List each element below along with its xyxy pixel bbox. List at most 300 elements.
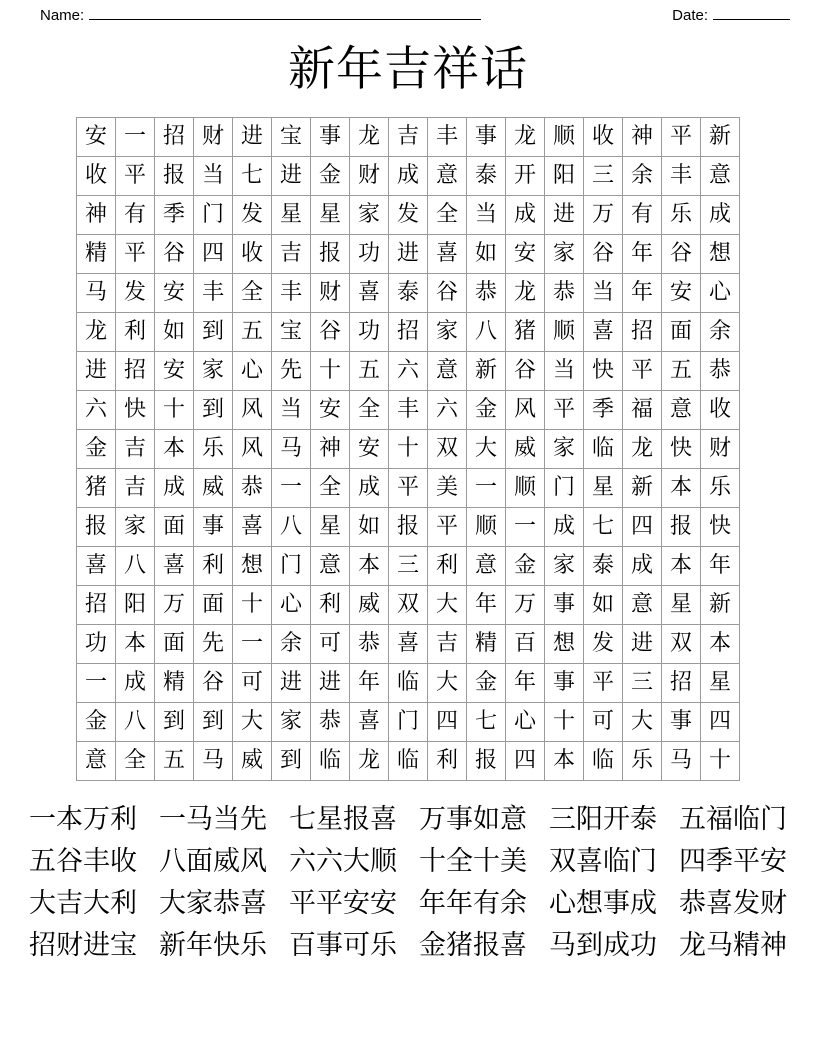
word-list-item[interactable]: 招财进宝 <box>29 930 137 961</box>
grid-cell[interactable]: 发 <box>233 196 272 235</box>
grid-cell[interactable]: 门 <box>545 469 584 508</box>
grid-cell[interactable]: 家 <box>194 352 233 391</box>
grid-cell[interactable]: 当 <box>272 391 311 430</box>
grid-cell[interactable]: 星 <box>272 196 311 235</box>
grid-cell[interactable]: 面 <box>194 586 233 625</box>
word-list-item[interactable]: 龙马精神 <box>679 930 787 961</box>
word-list-item[interactable]: 马到成功 <box>549 930 657 961</box>
grid-cell[interactable]: 心 <box>701 274 740 313</box>
word-list-item[interactable]: 五谷丰收 <box>29 846 137 877</box>
word-search-grid[interactable] <box>76 117 740 781</box>
word-list-item[interactable]: 平平安安 <box>289 888 397 919</box>
grid-cell[interactable]: 全 <box>311 469 350 508</box>
grid-cell[interactable]: 平 <box>116 157 155 196</box>
grid-cell[interactable]: 快 <box>584 352 623 391</box>
grid-cell[interactable]: 谷 <box>155 235 194 274</box>
grid-cell[interactable]: 谷 <box>311 313 350 352</box>
grid-cell[interactable]: 马 <box>272 430 311 469</box>
grid-cell[interactable]: 六 <box>77 391 116 430</box>
grid-cell[interactable]: 余 <box>701 313 740 352</box>
grid-cell[interactable]: 五 <box>662 352 701 391</box>
name-write-line[interactable] <box>89 6 481 20</box>
grid-cell[interactable]: 四 <box>701 703 740 742</box>
grid-cell[interactable]: 谷 <box>428 274 467 313</box>
grid-cell[interactable]: 当 <box>467 196 506 235</box>
grid-cell[interactable]: 威 <box>233 742 272 781</box>
grid-cell[interactable]: 报 <box>662 508 701 547</box>
word-list-item[interactable]: 八面威风 <box>159 846 267 877</box>
grid-cell[interactable]: 想 <box>701 235 740 274</box>
grid-cell[interactable]: 吉 <box>116 469 155 508</box>
grid-cell[interactable]: 大 <box>233 703 272 742</box>
grid-cell[interactable]: 临 <box>389 742 428 781</box>
grid-cell[interactable]: 宝 <box>272 313 311 352</box>
grid-cell[interactable]: 本 <box>116 625 155 664</box>
grid-cell[interactable]: 如 <box>584 586 623 625</box>
grid-cell[interactable]: 本 <box>350 547 389 586</box>
word-list-item[interactable]: 大家恭喜 <box>159 888 267 919</box>
grid-cell[interactable]: 报 <box>467 742 506 781</box>
grid-cell[interactable]: 招 <box>77 586 116 625</box>
grid-cell[interactable]: 安 <box>506 235 545 274</box>
grid-cell[interactable]: 八 <box>116 547 155 586</box>
grid-cell[interactable]: 报 <box>77 508 116 547</box>
grid-cell[interactable]: 事 <box>194 508 233 547</box>
word-list-item[interactable]: 年年有余 <box>419 888 527 919</box>
grid-cell[interactable]: 可 <box>311 625 350 664</box>
grid-cell[interactable]: 财 <box>311 274 350 313</box>
grid-cell[interactable]: 十 <box>701 742 740 781</box>
word-list-item[interactable]: 五福临门 <box>679 804 787 835</box>
grid-cell[interactable]: 星 <box>584 469 623 508</box>
grid-cell[interactable]: 威 <box>506 430 545 469</box>
grid-cell[interactable]: 新 <box>701 586 740 625</box>
grid-cell[interactable]: 本 <box>662 547 701 586</box>
grid-cell[interactable]: 丰 <box>272 274 311 313</box>
grid-cell[interactable]: 金 <box>311 157 350 196</box>
grid-cell[interactable]: 泰 <box>584 547 623 586</box>
grid-cell[interactable]: 顺 <box>545 118 584 157</box>
grid-cell[interactable]: 年 <box>701 547 740 586</box>
date-write-line[interactable] <box>713 6 790 20</box>
grid-cell[interactable]: 新 <box>467 352 506 391</box>
grid-cell[interactable]: 安 <box>155 352 194 391</box>
word-list-item[interactable]: 三阳开泰 <box>549 804 657 835</box>
grid-cell[interactable]: 到 <box>194 703 233 742</box>
grid-cell[interactable]: 顺 <box>545 313 584 352</box>
grid-cell[interactable]: 事 <box>662 703 701 742</box>
grid-cell[interactable]: 进 <box>311 664 350 703</box>
grid-cell[interactable]: 门 <box>272 547 311 586</box>
grid-cell[interactable]: 家 <box>350 196 389 235</box>
grid-cell[interactable]: 收 <box>233 235 272 274</box>
grid-cell[interactable]: 十 <box>545 703 584 742</box>
grid-cell[interactable]: 丰 <box>428 118 467 157</box>
grid-cell[interactable]: 有 <box>116 196 155 235</box>
word-list-item[interactable]: 一本万利 <box>29 804 137 835</box>
grid-cell[interactable]: 喜 <box>77 547 116 586</box>
grid-cell[interactable]: 顺 <box>506 469 545 508</box>
grid-cell[interactable]: 四 <box>623 508 662 547</box>
grid-cell[interactable]: 当 <box>545 352 584 391</box>
grid-cell[interactable]: 喜 <box>428 235 467 274</box>
grid-cell[interactable]: 面 <box>155 508 194 547</box>
grid-cell[interactable]: 精 <box>155 664 194 703</box>
grid-cell[interactable]: 大 <box>428 664 467 703</box>
grid-cell[interactable]: 家 <box>545 430 584 469</box>
grid-cell[interactable]: 全 <box>116 742 155 781</box>
grid-cell[interactable]: 福 <box>623 391 662 430</box>
grid-cell[interactable]: 龙 <box>506 274 545 313</box>
grid-cell[interactable]: 一 <box>506 508 545 547</box>
grid-cell[interactable]: 想 <box>233 547 272 586</box>
grid-cell[interactable]: 可 <box>584 703 623 742</box>
grid-cell[interactable]: 风 <box>506 391 545 430</box>
grid-cell[interactable]: 星 <box>311 196 350 235</box>
grid-cell[interactable]: 财 <box>350 157 389 196</box>
grid-cell[interactable]: 先 <box>194 625 233 664</box>
grid-cell[interactable]: 意 <box>623 586 662 625</box>
grid-cell[interactable]: 到 <box>194 313 233 352</box>
grid-cell[interactable]: 一 <box>77 664 116 703</box>
grid-cell[interactable]: 十 <box>233 586 272 625</box>
grid-cell[interactable]: 功 <box>350 235 389 274</box>
grid-cell[interactable]: 招 <box>116 352 155 391</box>
grid-cell[interactable]: 安 <box>350 430 389 469</box>
grid-cell[interactable]: 喜 <box>350 703 389 742</box>
grid-cell[interactable]: 快 <box>116 391 155 430</box>
grid-cell[interactable]: 七 <box>584 508 623 547</box>
grid-cell[interactable]: 平 <box>623 352 662 391</box>
grid-cell[interactable]: 临 <box>311 742 350 781</box>
grid-cell[interactable]: 全 <box>233 274 272 313</box>
grid-cell[interactable]: 收 <box>701 391 740 430</box>
grid-cell[interactable]: 家 <box>428 313 467 352</box>
grid-cell[interactable]: 星 <box>662 586 701 625</box>
grid-cell[interactable]: 临 <box>584 742 623 781</box>
grid-cell[interactable]: 年 <box>623 274 662 313</box>
grid-cell[interactable]: 吉 <box>428 625 467 664</box>
grid-cell[interactable]: 平 <box>428 508 467 547</box>
word-list-item[interactable]: 七星报喜 <box>289 804 397 835</box>
word-list-item[interactable]: 金猪报喜 <box>419 930 527 961</box>
grid-cell[interactable]: 进 <box>77 352 116 391</box>
grid-cell[interactable]: 想 <box>545 625 584 664</box>
grid-cell[interactable]: 进 <box>389 235 428 274</box>
grid-cell[interactable]: 七 <box>233 157 272 196</box>
grid-cell[interactable]: 利 <box>311 586 350 625</box>
grid-cell[interactable]: 吉 <box>116 430 155 469</box>
grid-cell[interactable]: 乐 <box>662 196 701 235</box>
grid-cell[interactable]: 一 <box>272 469 311 508</box>
grid-cell[interactable]: 双 <box>389 586 428 625</box>
grid-cell[interactable]: 心 <box>506 703 545 742</box>
grid-cell[interactable]: 威 <box>194 469 233 508</box>
grid-cell[interactable]: 到 <box>272 742 311 781</box>
grid-cell[interactable]: 进 <box>545 196 584 235</box>
grid-cell[interactable]: 乐 <box>623 742 662 781</box>
grid-cell[interactable]: 进 <box>272 157 311 196</box>
grid-cell[interactable]: 八 <box>272 508 311 547</box>
grid-cell[interactable]: 本 <box>545 742 584 781</box>
grid-cell[interactable]: 七 <box>467 703 506 742</box>
grid-cell[interactable]: 意 <box>467 547 506 586</box>
grid-cell[interactable]: 开 <box>506 157 545 196</box>
grid-cell[interactable]: 十 <box>311 352 350 391</box>
grid-cell[interactable]: 美 <box>428 469 467 508</box>
grid-cell[interactable]: 猪 <box>506 313 545 352</box>
grid-cell[interactable]: 威 <box>350 586 389 625</box>
grid-cell[interactable]: 神 <box>623 118 662 157</box>
grid-cell[interactable]: 可 <box>233 664 272 703</box>
grid-cell[interactable]: 喜 <box>155 547 194 586</box>
grid-cell[interactable]: 如 <box>350 508 389 547</box>
grid-cell[interactable]: 发 <box>584 625 623 664</box>
grid-cell[interactable]: 万 <box>506 586 545 625</box>
grid-cell[interactable]: 谷 <box>194 664 233 703</box>
grid-cell[interactable]: 意 <box>662 391 701 430</box>
grid-cell[interactable]: 丰 <box>389 391 428 430</box>
grid-cell[interactable]: 喜 <box>233 508 272 547</box>
grid-cell[interactable]: 门 <box>194 196 233 235</box>
grid-cell[interactable]: 全 <box>428 196 467 235</box>
grid-cell[interactable]: 心 <box>233 352 272 391</box>
word-list-item[interactable]: 新年快乐 <box>159 930 267 961</box>
grid-cell[interactable]: 一 <box>116 118 155 157</box>
grid-cell[interactable]: 八 <box>467 313 506 352</box>
grid-cell[interactable]: 成 <box>389 157 428 196</box>
grid-cell[interactable]: 一 <box>467 469 506 508</box>
grid-cell[interactable]: 进 <box>233 118 272 157</box>
grid-cell[interactable]: 精 <box>77 235 116 274</box>
grid-cell[interactable]: 丰 <box>194 274 233 313</box>
grid-cell[interactable]: 丰 <box>662 157 701 196</box>
grid-cell[interactable]: 风 <box>233 430 272 469</box>
grid-cell[interactable]: 三 <box>623 664 662 703</box>
grid-cell[interactable]: 新 <box>701 118 740 157</box>
grid-cell[interactable]: 阳 <box>545 157 584 196</box>
grid-cell[interactable]: 心 <box>272 586 311 625</box>
grid-cell[interactable]: 成 <box>155 469 194 508</box>
grid-cell[interactable]: 龙 <box>350 118 389 157</box>
grid-cell[interactable]: 成 <box>116 664 155 703</box>
grid-cell[interactable]: 万 <box>155 586 194 625</box>
grid-cell[interactable]: 龙 <box>506 118 545 157</box>
grid-cell[interactable]: 吉 <box>272 235 311 274</box>
grid-cell[interactable]: 阳 <box>116 586 155 625</box>
grid-cell[interactable]: 四 <box>428 703 467 742</box>
grid-cell[interactable]: 金 <box>506 547 545 586</box>
grid-cell[interactable]: 临 <box>584 430 623 469</box>
grid-cell[interactable]: 全 <box>350 391 389 430</box>
grid-cell[interactable]: 门 <box>389 703 428 742</box>
grid-cell[interactable]: 恭 <box>311 703 350 742</box>
grid-cell[interactable]: 五 <box>350 352 389 391</box>
grid-cell[interactable]: 收 <box>584 118 623 157</box>
grid-cell[interactable]: 金 <box>77 430 116 469</box>
grid-cell[interactable]: 双 <box>662 625 701 664</box>
grid-cell[interactable]: 乐 <box>701 469 740 508</box>
grid-cell[interactable]: 当 <box>194 157 233 196</box>
grid-cell[interactable]: 年 <box>467 586 506 625</box>
grid-cell[interactable]: 安 <box>662 274 701 313</box>
grid-cell[interactable]: 安 <box>77 118 116 157</box>
grid-cell[interactable]: 意 <box>428 157 467 196</box>
grid-cell[interactable]: 报 <box>389 508 428 547</box>
grid-cell[interactable]: 利 <box>428 547 467 586</box>
grid-cell[interactable]: 泰 <box>389 274 428 313</box>
grid-cell[interactable]: 意 <box>311 547 350 586</box>
grid-cell[interactable]: 安 <box>155 274 194 313</box>
grid-cell[interactable]: 招 <box>623 313 662 352</box>
word-list-item[interactable]: 万事如意 <box>419 804 527 835</box>
grid-cell[interactable]: 报 <box>155 157 194 196</box>
grid-cell[interactable]: 星 <box>701 664 740 703</box>
grid-cell[interactable]: 招 <box>662 664 701 703</box>
grid-cell[interactable]: 事 <box>545 664 584 703</box>
grid-cell[interactable]: 家 <box>272 703 311 742</box>
grid-cell[interactable]: 恭 <box>233 469 272 508</box>
grid-cell[interactable]: 功 <box>77 625 116 664</box>
word-list-item[interactable]: 大吉大利 <box>29 888 137 919</box>
grid-cell[interactable]: 临 <box>389 664 428 703</box>
grid-cell[interactable]: 十 <box>155 391 194 430</box>
grid-cell[interactable]: 金 <box>77 703 116 742</box>
word-list-item[interactable]: 心想事成 <box>549 888 657 919</box>
grid-cell[interactable]: 快 <box>701 508 740 547</box>
grid-cell[interactable]: 一 <box>233 625 272 664</box>
grid-cell[interactable]: 进 <box>272 664 311 703</box>
grid-cell[interactable]: 百 <box>506 625 545 664</box>
grid-cell[interactable]: 万 <box>584 196 623 235</box>
grid-cell[interactable]: 恭 <box>467 274 506 313</box>
grid-cell[interactable]: 利 <box>428 742 467 781</box>
grid-cell[interactable]: 平 <box>116 235 155 274</box>
grid-cell[interactable]: 五 <box>233 313 272 352</box>
grid-cell[interactable]: 招 <box>389 313 428 352</box>
grid-cell[interactable]: 家 <box>545 235 584 274</box>
grid-cell[interactable]: 龙 <box>350 742 389 781</box>
grid-cell[interactable]: 平 <box>662 118 701 157</box>
grid-cell[interactable]: 进 <box>623 625 662 664</box>
grid-cell[interactable]: 吉 <box>389 118 428 157</box>
grid-cell[interactable]: 到 <box>155 703 194 742</box>
grid-cell[interactable]: 面 <box>662 313 701 352</box>
grid-cell[interactable]: 八 <box>116 703 155 742</box>
grid-cell[interactable]: 财 <box>194 118 233 157</box>
grid-cell[interactable]: 年 <box>623 235 662 274</box>
grid-cell[interactable]: 成 <box>545 508 584 547</box>
grid-cell[interactable]: 有 <box>623 196 662 235</box>
grid-cell[interactable]: 五 <box>155 742 194 781</box>
word-list-item[interactable]: 恭喜发财 <box>679 888 787 919</box>
grid-cell[interactable]: 三 <box>389 547 428 586</box>
grid-cell[interactable]: 泰 <box>467 157 506 196</box>
grid-cell[interactable]: 事 <box>467 118 506 157</box>
grid-cell[interactable]: 事 <box>545 586 584 625</box>
grid-cell[interactable]: 平 <box>389 469 428 508</box>
word-list-item[interactable]: 双喜临门 <box>549 846 657 877</box>
grid-cell[interactable]: 先 <box>272 352 311 391</box>
grid-cell[interactable]: 喜 <box>350 274 389 313</box>
grid-cell[interactable]: 恭 <box>701 352 740 391</box>
grid-cell[interactable]: 大 <box>623 703 662 742</box>
grid-cell[interactable]: 大 <box>428 586 467 625</box>
grid-cell[interactable]: 余 <box>272 625 311 664</box>
grid-cell[interactable]: 成 <box>701 196 740 235</box>
grid-cell[interactable]: 发 <box>116 274 155 313</box>
word-list-item[interactable]: 四季平安 <box>679 846 787 877</box>
grid-cell[interactable]: 功 <box>350 313 389 352</box>
grid-cell[interactable]: 利 <box>116 313 155 352</box>
grid-cell[interactable]: 金 <box>467 664 506 703</box>
word-list-item[interactable]: 一马当先 <box>159 804 267 835</box>
grid-cell[interactable]: 意 <box>77 742 116 781</box>
grid-cell[interactable]: 招 <box>155 118 194 157</box>
grid-cell[interactable]: 成 <box>350 469 389 508</box>
grid-cell[interactable]: 报 <box>311 235 350 274</box>
grid-cell[interactable]: 马 <box>662 742 701 781</box>
grid-cell[interactable]: 精 <box>467 625 506 664</box>
word-list-item[interactable]: 百事可乐 <box>289 930 397 961</box>
grid-cell[interactable]: 龙 <box>623 430 662 469</box>
grid-cell[interactable]: 金 <box>467 391 506 430</box>
grid-cell[interactable]: 大 <box>467 430 506 469</box>
grid-cell[interactable]: 马 <box>194 742 233 781</box>
grid-cell[interactable]: 马 <box>77 274 116 313</box>
grid-cell[interactable]: 双 <box>428 430 467 469</box>
grid-cell[interactable]: 三 <box>584 157 623 196</box>
grid-cell[interactable]: 年 <box>506 664 545 703</box>
grid-cell[interactable]: 季 <box>584 391 623 430</box>
grid-cell[interactable]: 成 <box>506 196 545 235</box>
word-list-item[interactable]: 十全十美 <box>419 846 527 877</box>
grid-cell[interactable]: 六 <box>389 352 428 391</box>
grid-cell[interactable]: 意 <box>701 157 740 196</box>
grid-cell[interactable]: 面 <box>155 625 194 664</box>
grid-cell[interactable]: 恭 <box>545 274 584 313</box>
grid-cell[interactable]: 顺 <box>467 508 506 547</box>
grid-cell[interactable]: 年 <box>350 664 389 703</box>
grid-cell[interactable]: 谷 <box>662 235 701 274</box>
grid-cell[interactable]: 新 <box>623 469 662 508</box>
grid-cell[interactable]: 意 <box>428 352 467 391</box>
grid-cell[interactable]: 神 <box>77 196 116 235</box>
grid-cell[interactable]: 如 <box>467 235 506 274</box>
grid-cell[interactable]: 到 <box>194 391 233 430</box>
grid-cell[interactable]: 平 <box>584 664 623 703</box>
word-list-item[interactable]: 六六大顺 <box>289 846 397 877</box>
grid-cell[interactable]: 事 <box>311 118 350 157</box>
grid-cell[interactable]: 猪 <box>77 469 116 508</box>
grid-cell[interactable]: 四 <box>506 742 545 781</box>
grid-cell[interactable]: 如 <box>155 313 194 352</box>
grid-cell[interactable]: 恭 <box>350 625 389 664</box>
grid-cell[interactable]: 星 <box>311 508 350 547</box>
grid-cell[interactable]: 余 <box>623 157 662 196</box>
grid-cell[interactable]: 谷 <box>584 235 623 274</box>
grid-cell[interactable]: 家 <box>545 547 584 586</box>
grid-cell[interactable]: 风 <box>233 391 272 430</box>
grid-cell[interactable]: 宝 <box>272 118 311 157</box>
grid-cell[interactable]: 成 <box>623 547 662 586</box>
grid-cell[interactable]: 季 <box>155 196 194 235</box>
grid-cell[interactable]: 喜 <box>584 313 623 352</box>
grid-cell[interactable]: 本 <box>662 469 701 508</box>
grid-cell[interactable]: 收 <box>77 157 116 196</box>
grid-cell[interactable]: 发 <box>389 196 428 235</box>
grid-cell[interactable]: 六 <box>428 391 467 430</box>
